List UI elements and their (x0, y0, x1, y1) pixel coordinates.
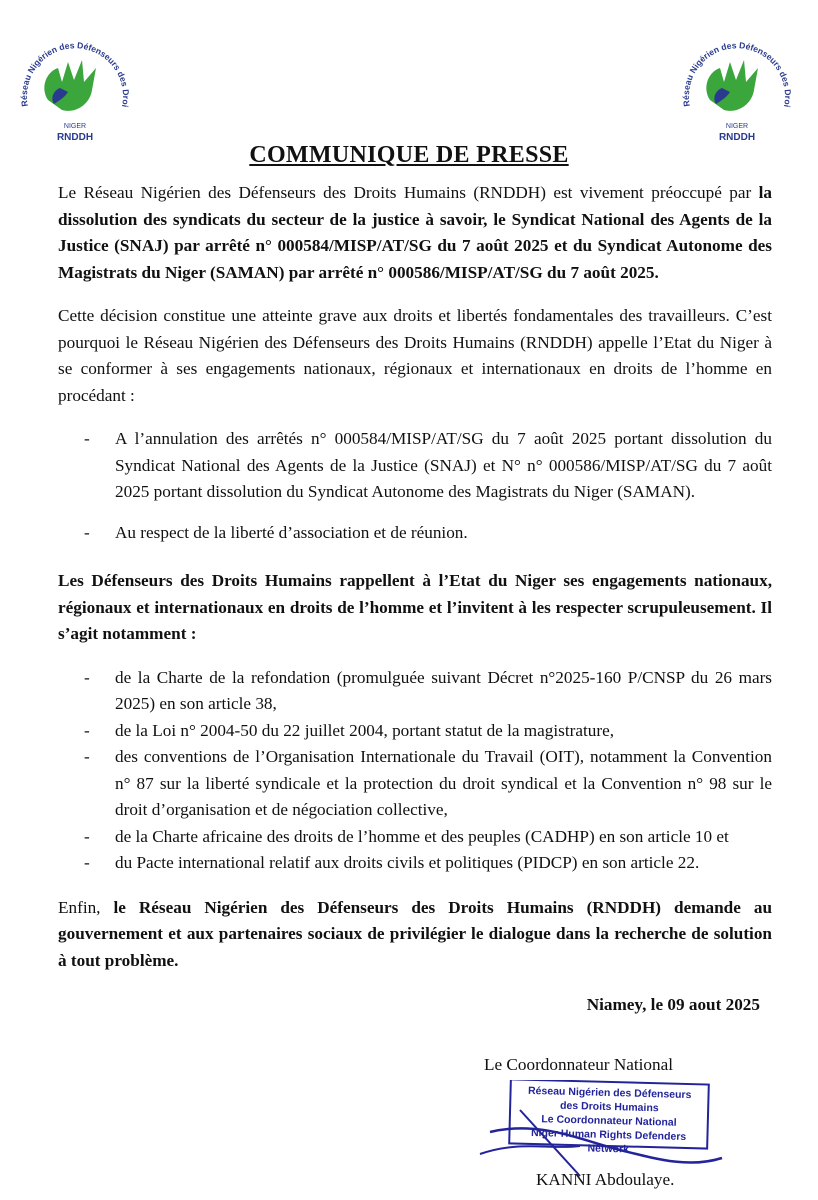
svg-text:NIGER: NIGER (63, 123, 87, 130)
list-item: - A l’annulation des arrêtés n° 000584/MISP/AT/SG du 7 août 2025 portant dissolution du Syndicat National des Agents de la Justice (SNAJ) et N° n° 000586/MISP/AT/SG du 7 août 2025 portant dissolution du Syndicat Autonome des Magistrats du Niger (SAMAN). (58, 426, 772, 506)
list-item: - Au respect de la liberté d’association et de réunion. (58, 520, 772, 547)
closing-plain: Enfin, (58, 897, 114, 917)
demands-list (58, 426, 772, 546)
stamp-text (513, 1084, 705, 1159)
signer-name: KANNI Abdoulaye. (536, 1170, 675, 1189)
commitments-list (58, 665, 772, 877)
list-item: - de la Charte de la refondation (promulguée suivant Décret n°2025-160 P/CNSP du 26 mars 2025) en son article 38, (58, 665, 772, 718)
closing-bold: le Réseau Nigérien des Défenseurs des Droits Humains (RNDDH) demande au gouvernement et aux partenaires sociaux de privilégier le dialogue dans la recherche de solution à tout problème. (58, 897, 773, 970)
commitments-paragraph: Les Défenseurs des Droits Humains rappellent à l’Etat du Niger ses engagements nationaux, régionaux et internationaux en droits de l’homme et l’invitent à les respecter scrupuleusement. Il s’agit notamment : (58, 571, 772, 643)
svg-text:NIGER: NIGER (725, 123, 749, 130)
logo-arc-text: Réseau Nigérien des Défenseurs des Droi (18, 40, 132, 109)
list-item: - des conventions de l’Organisation Internationale du Travail (OIT), notamment la Convention n° 87 sur la liberté syndicale et la protection du droit syndical et la Convention n° 98 sur le droit d’organisation et de négociation collective, (58, 744, 772, 824)
list-item: - de la Loi n° 2004-50 du 22 juillet 2004, portant statut de la magistrature, (58, 718, 772, 745)
date-line: Niamey, le 09 aout 2025 (586, 995, 760, 1014)
intro-plain: Le Réseau Nigérien des Défenseurs des Droits Humains (RNDDH) est vivement préoccupé par (58, 183, 759, 202)
intro-paragraph (58, 180, 772, 286)
list-item: - de la Charte africaine des droits de l’homme et des peuples (CADHP) en son article 10 et (58, 824, 772, 851)
logo-abbr: RNDDH (718, 132, 756, 143)
stamp-line: Réseau Nigérien des Défenseurs (527, 1084, 692, 1102)
closing-paragraph (58, 895, 772, 975)
logo-arc-text: Réseau Nigérien des Défenseurs des Droi (680, 40, 794, 109)
document-body (58, 180, 772, 1019)
list-item: - du Pacte international relatif aux droits civils et politiques (PIDCP) en son article 22. (58, 850, 772, 877)
official-stamp (460, 1080, 740, 1180)
document-title: COMMUNIQUE DE PRESSE (249, 142, 569, 168)
logo-abbr: RNDDH (56, 132, 94, 143)
rnddh-logo-right (672, 28, 802, 158)
stamp-line: Niger Human Rights Defenders Network (530, 1126, 687, 1156)
rnddh-logo-left (10, 28, 140, 158)
signer-title: Le Coordonnateur National (484, 1055, 674, 1074)
stamp-line: Le Coordonnateur National (541, 1113, 677, 1129)
decision-paragraph: Cette décision constitue une atteinte grave aux droits et libertés fondamentales des travailleurs. C’est pourquoi le Réseau Nigérien des Défenseurs des Droits Humains (RNDDH) appelle l’Etat du Niger à se conformer à ses engagements nationaux, régionaux et internationaux en droits de l’homme en procédant : (58, 306, 772, 405)
stamp-line: des Droits Humains (559, 1099, 659, 1115)
intro-bold: la dissolution des syndicats du secteur de la justice à savoir, le Syndicat National des Agents de la Justice (SNAJ) par arrêté n° 000584/MISP/AT/SG du 7 août 2025 et du Syndicat Autonome des Magistrats du Niger (SAMAN) par arrêté n° 000586/MISP/AT/SG du 7 août 2025. (58, 183, 772, 282)
